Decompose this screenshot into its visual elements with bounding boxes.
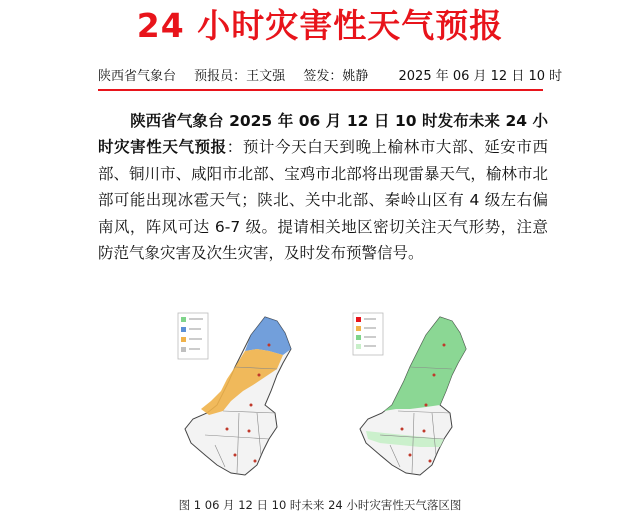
wind-area-north (384, 317, 466, 411)
header-divider (98, 89, 543, 91)
legend-swatch (181, 327, 186, 332)
legend-swatch (181, 337, 186, 342)
issuer-name: 姚静 (342, 69, 369, 84)
forecast-paragraph (98, 108, 548, 266)
wind-map (353, 313, 466, 475)
issuer (303, 69, 368, 84)
hail-area (245, 317, 291, 355)
issuer-label: 签发： (303, 69, 343, 84)
forecast-lead: 陕西省气象台 2025 年 06 月 12 日 10 时发布未来 24 小时灾害性天气预报 (98, 112, 548, 157)
forecaster (194, 69, 285, 84)
legend-swatch (356, 317, 361, 322)
legend-swatch (181, 347, 186, 352)
agency-name: 陕西省气象台 (98, 69, 177, 84)
forecast-maps (165, 305, 495, 490)
legend-swatch (356, 326, 361, 331)
issue-date: 2025 年 06 月 12 日 10 时 (398, 69, 563, 84)
figure-caption: 图 1 06 月 12 日 10 时未来 24 小时灾害性天气落区图 (178, 498, 462, 512)
thunder-hail-map (178, 313, 291, 475)
forecaster-name: 王文强 (246, 69, 286, 84)
legend-swatch (181, 317, 186, 322)
document-meta (98, 68, 563, 86)
page-title: 24 小时灾害性天气预报 (136, 6, 504, 45)
legend-swatch (356, 344, 361, 349)
forecaster-label: 预报员： (194, 69, 247, 84)
legend-swatch (356, 335, 361, 340)
forecast-text: ：预计今天白天到晚上榆林市大部、延安市西部、铜川市、咸阳市北部、宝鸡市北部将出现雷暴天气，榆林市北部可能出现冰雹天气；陕北、关中北部、秦岭山区有 4 级左右偏南风，阵风可达 6-7 级。提请相关地区密切关注天气形势，注意防范气象灾害及次生灾害，及时发布预警信号。 (98, 138, 548, 263)
